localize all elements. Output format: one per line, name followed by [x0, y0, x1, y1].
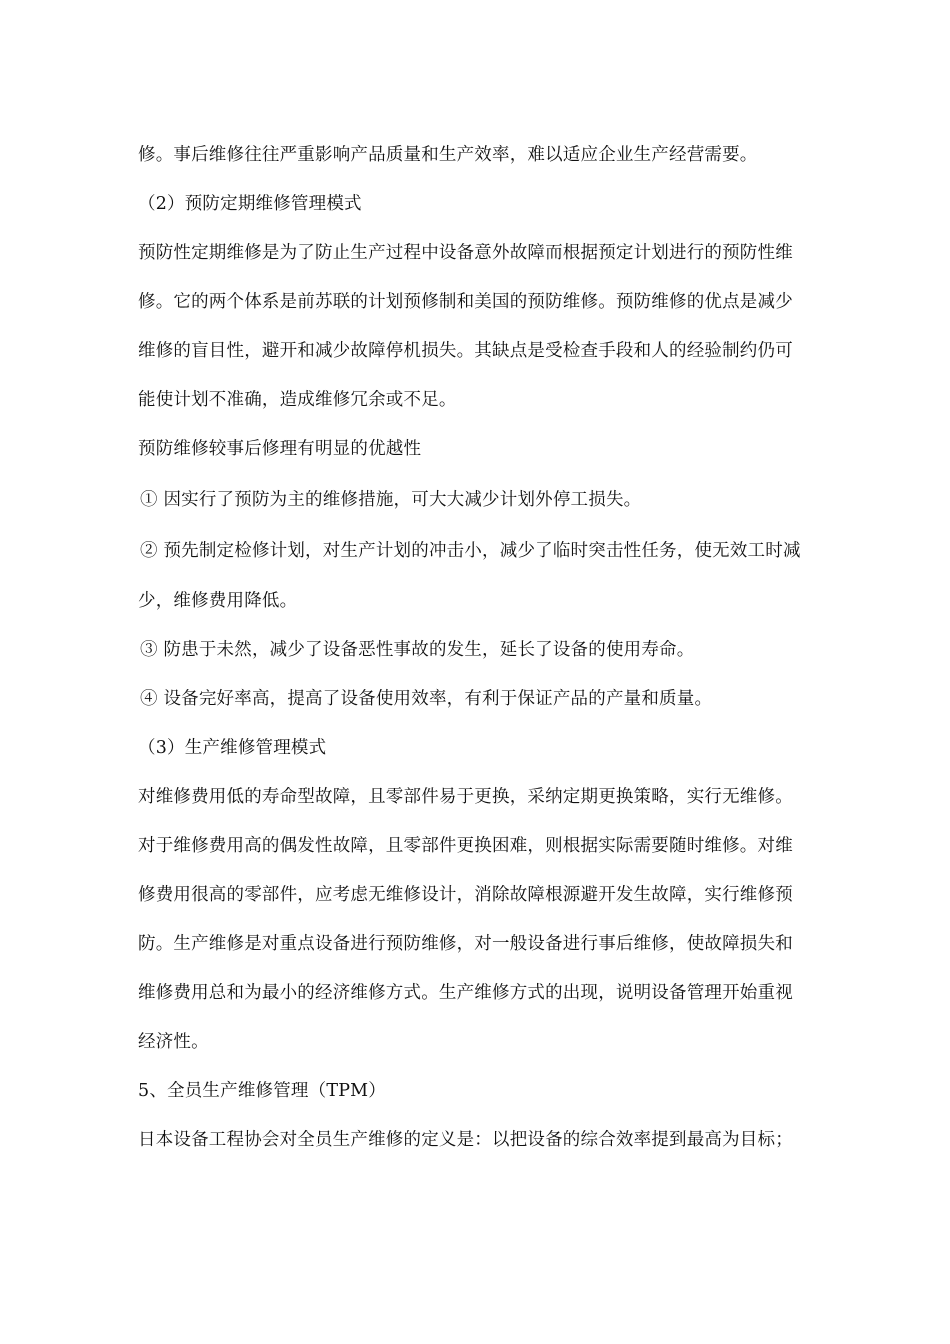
list-item: ① 因实行了预防为主的维修措施，可大大减少计划外停工损失。: [140, 490, 642, 510]
section-heading: 5、全员生产维修管理（TPM）: [138, 1081, 386, 1101]
section-heading: （2）预防定期维修管理模式: [138, 194, 362, 214]
paragraph-line: 维修费用总和为最小的经济维修方式。生产维修方式的出现，说明设备管理开始重视: [138, 983, 793, 1003]
paragraph-line: 对维修费用低的寿命型故障，且零部件易于更换，采纳定期更换策略，实行无维修。: [138, 787, 793, 807]
paragraph-line: 修费用很高的零部件，应考虑无维修设计，消除故障根源避开发生故障，实行维修预: [138, 885, 793, 905]
paragraph-line: 能使计划不准确，造成维修冗余或不足。: [138, 390, 457, 410]
paragraph-line: 防。生产维修是对重点设备进行预防维修，对一般设备进行事后维修，使故障损失和: [138, 934, 793, 954]
list-item: ② 预先制定检修计划，对生产计划的冲击小，减少了临时突击性任务，使无效工时减: [140, 541, 801, 561]
paragraph-line: 对于维修费用高的偶发性故障，且零部件更换困难，则根据实际需要随时维修。对维: [138, 836, 793, 856]
paragraph-line: 经济性。: [138, 1032, 209, 1052]
list-item: ④ 设备完好率高，提高了设备使用效率，有利于保证产品的产量和质量。: [140, 689, 713, 709]
list-item: ③ 防患于未然，减少了设备恶性事故的发生，延长了设备的使用寿命。: [140, 640, 695, 660]
paragraph-line: 修。它的两个体系是前苏联的计划预修制和美国的预防维修。预防维修的优点是减少: [138, 292, 793, 312]
section-heading: （3）生产维修管理模式: [138, 738, 327, 758]
paragraph-line: 预防维修较事后修理有明显的优越性: [138, 439, 422, 459]
paragraph-line: 修。事后维修往往严重影响产品质量和生产效率，难以适应企业生产经营需要。: [138, 145, 758, 165]
paragraph-line: 维修的盲目性，避开和减少故障停机损失。其缺点是受检查手段和人的经验制约仍可: [138, 341, 793, 361]
list-item-continuation: 少，维修费用降低。: [138, 591, 298, 611]
paragraph-line: 预防性定期维修是为了防止生产过程中设备意外故障而根据预定计划进行的预防性维: [138, 243, 793, 263]
paragraph-line: 日本设备工程协会对全员生产维修的定义是：以把设备的综合效率提到最高为目标；: [138, 1130, 793, 1150]
